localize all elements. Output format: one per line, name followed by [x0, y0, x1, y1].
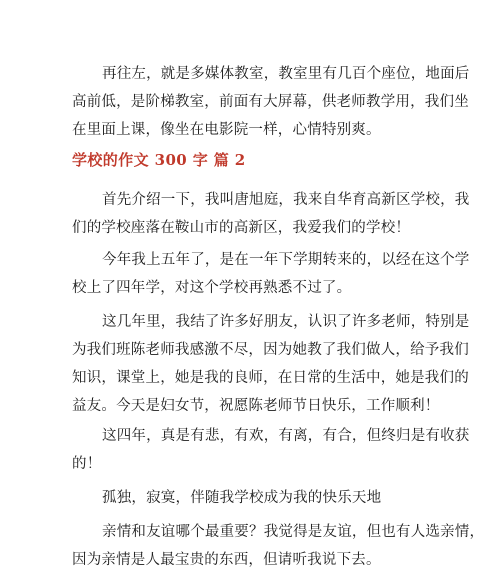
paragraph-four-years — [72, 422, 470, 478]
paragraph-line: 孤独，寂寞，伴随我学校成为我的快乐天地 — [102, 490, 382, 506]
paragraph-line: 为我们班陈老师我感激不尽，因为她教了我们做人，给予我们 — [72, 342, 469, 358]
paragraph-line: 的！ — [72, 456, 102, 472]
paragraph-line: 高前低，是阶梯教室，前面有大屏幕，供老师教学用，我们坐 — [72, 94, 469, 110]
paragraph-line: 知识，课堂上，她是我的良师，在日常的生活中，她是我们的 — [72, 370, 469, 386]
paragraph-line: 们的学校座落在鞍山市的高新区，我爱我们的学校！ — [72, 220, 411, 236]
paragraph-line: 在里面上课，像坐在电影院一样，心情特别爽。 — [72, 122, 381, 138]
paragraph-line: 亲情和友谊哪个最重要？我觉得是友谊，但也有人选亲情， — [102, 524, 485, 540]
paragraph-multimedia-classroom — [72, 60, 470, 144]
paragraph-loneliness — [72, 484, 432, 512]
paragraph-line: 这几年里，我结了许多好朋友，认识了许多老师，特别是 — [102, 314, 470, 330]
paragraph-line: 再往左，就是多媒体教室，教室里有几百个座位，地面后 — [102, 66, 470, 82]
paragraph-line: 这四年，真是有悲，有欢，有离，有合，但终归是有收获 — [102, 428, 470, 444]
paragraph-fifth-grade — [72, 246, 470, 302]
paragraph-friends-teachers — [72, 308, 470, 420]
paragraph-line: 因为亲情是人最宝贵的东西，但请听我说下去。 — [72, 552, 381, 568]
paragraph-introduction — [72, 186, 470, 242]
paragraph-line: 首先介绍一下，我叫唐旭庭，我来自华育高新区学校，我 — [102, 192, 470, 208]
essay-heading: 学校的作文 300 字 篇 2 — [72, 151, 246, 169]
paragraph-line: 益友。今天是妇女节，祝愿陈老师节日快乐，工作顺利！ — [72, 398, 440, 414]
paragraph-line: 今年我上五年了，是在一年下学期转来的，以经在这个学 — [102, 252, 470, 268]
paragraph-line: 校上了四年学，对这个学校再熟悉不过了。 — [72, 280, 352, 296]
